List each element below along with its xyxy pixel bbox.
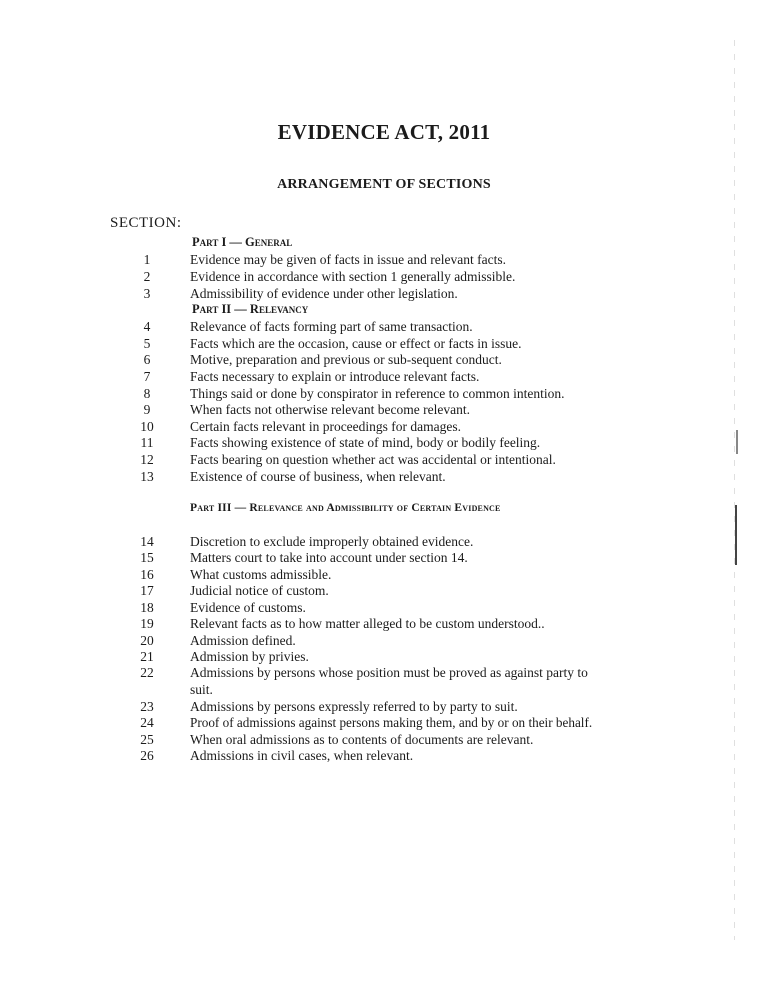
section-number: 20 bbox=[140, 633, 154, 648]
section-number: 19 bbox=[140, 616, 154, 631]
section-title: When facts not otherwise relevant become relevant. bbox=[190, 402, 470, 417]
section-number: 3 bbox=[143, 286, 151, 301]
section-number: 16 bbox=[140, 567, 154, 582]
section-title: Admissions in civil cases, when relevant. bbox=[190, 748, 414, 763]
section-title: Admission by privies. bbox=[190, 649, 309, 664]
section-number: 23 bbox=[140, 699, 154, 714]
section-number: 14 bbox=[140, 534, 154, 549]
section-number: 2 bbox=[143, 269, 151, 284]
section-number: 12 bbox=[140, 452, 154, 467]
scan-mark bbox=[735, 505, 737, 565]
section-title: Admission defined. bbox=[190, 633, 296, 648]
section-title: Relevant facts as to how matter alleged to be custom understood.. bbox=[190, 616, 545, 631]
section-title: What customs admissible. bbox=[190, 567, 332, 582]
section-title: Facts necessary to explain or introduce relevant facts. bbox=[190, 369, 480, 384]
section-number: 25 bbox=[140, 732, 154, 747]
section-title: Admissibility of evidence under other legislation. bbox=[190, 286, 458, 301]
section-number: 22 bbox=[140, 665, 154, 680]
section-title: Matters court to take into account under section 14. bbox=[190, 550, 468, 565]
section-title: Relevance of facts forming part of same transaction. bbox=[190, 319, 473, 334]
section-number: 24 bbox=[140, 715, 154, 730]
section-number: 21 bbox=[140, 649, 154, 664]
section-number: 7 bbox=[143, 369, 151, 384]
section-title: Things said or done by conspirator in reference to common intention. bbox=[190, 386, 565, 401]
section-title: Evidence of customs. bbox=[190, 600, 306, 615]
section-number: 18 bbox=[140, 600, 154, 615]
section-title-continuation: suit. bbox=[190, 682, 213, 697]
section-number: 13 bbox=[140, 469, 154, 484]
section-number: 1 bbox=[143, 252, 151, 267]
section-number: 26 bbox=[140, 748, 154, 763]
section-title: Evidence in accordance with section 1 generally admissible. bbox=[190, 269, 516, 284]
section-title: Facts showing existence of state of mind, body or bodily feeling. bbox=[190, 435, 541, 450]
section-title: Facts bearing on question whether act was accidental or intentional. bbox=[190, 452, 556, 467]
section-number: 4 bbox=[143, 319, 151, 334]
document-title: EVIDENCE ACT, 2011 bbox=[277, 120, 491, 144]
section-title: Certain facts relevant in proceedings for damages. bbox=[190, 419, 462, 434]
section-number: 10 bbox=[140, 419, 154, 434]
scan-mark bbox=[736, 430, 738, 454]
section-number: 6 bbox=[143, 352, 151, 367]
section-number: 8 bbox=[143, 386, 151, 401]
section-title: Admissions by persons expressly referred to by party to suit. bbox=[190, 699, 518, 714]
section-title: Admissions by persons whose position must be proved as against party to bbox=[190, 665, 588, 680]
section-number: 9 bbox=[143, 402, 151, 417]
section-number: 17 bbox=[140, 583, 154, 598]
part-heading-relevancy: Part II — Relevancy bbox=[192, 302, 309, 316]
section-title: Facts which are the occasion, cause or effect or facts in issue. bbox=[190, 336, 522, 351]
section-title: Motive, preparation and previous or sub-sequent conduct. bbox=[190, 352, 502, 367]
section-title: Evidence may be given of facts in issue and relevant facts. bbox=[190, 252, 507, 267]
section-title: Judicial notice of custom. bbox=[190, 583, 329, 598]
document-subtitle: ARRANGEMENT OF SECTIONS bbox=[277, 177, 491, 192]
part-heading-general: Part I — General bbox=[192, 235, 293, 249]
section-number: 11 bbox=[140, 435, 154, 450]
section-title: When oral admissions as to contents of documents are relevant. bbox=[190, 732, 534, 747]
section-number: 15 bbox=[140, 550, 154, 565]
section-title: Proof of admissions against persons making them, and by or on their behalf. bbox=[190, 715, 593, 730]
section-title: Discretion to exclude improperly obtained evidence. bbox=[190, 534, 474, 549]
section-column-label: SECTION: bbox=[110, 215, 182, 231]
section-title: Existence of course of business, when relevant. bbox=[190, 469, 446, 484]
part-heading-relevance-admissibility: Part III — Relevance and Admissibility of Certain Evidence bbox=[190, 502, 501, 514]
section-number: 5 bbox=[143, 336, 151, 351]
scan-edge-line bbox=[734, 40, 735, 940]
